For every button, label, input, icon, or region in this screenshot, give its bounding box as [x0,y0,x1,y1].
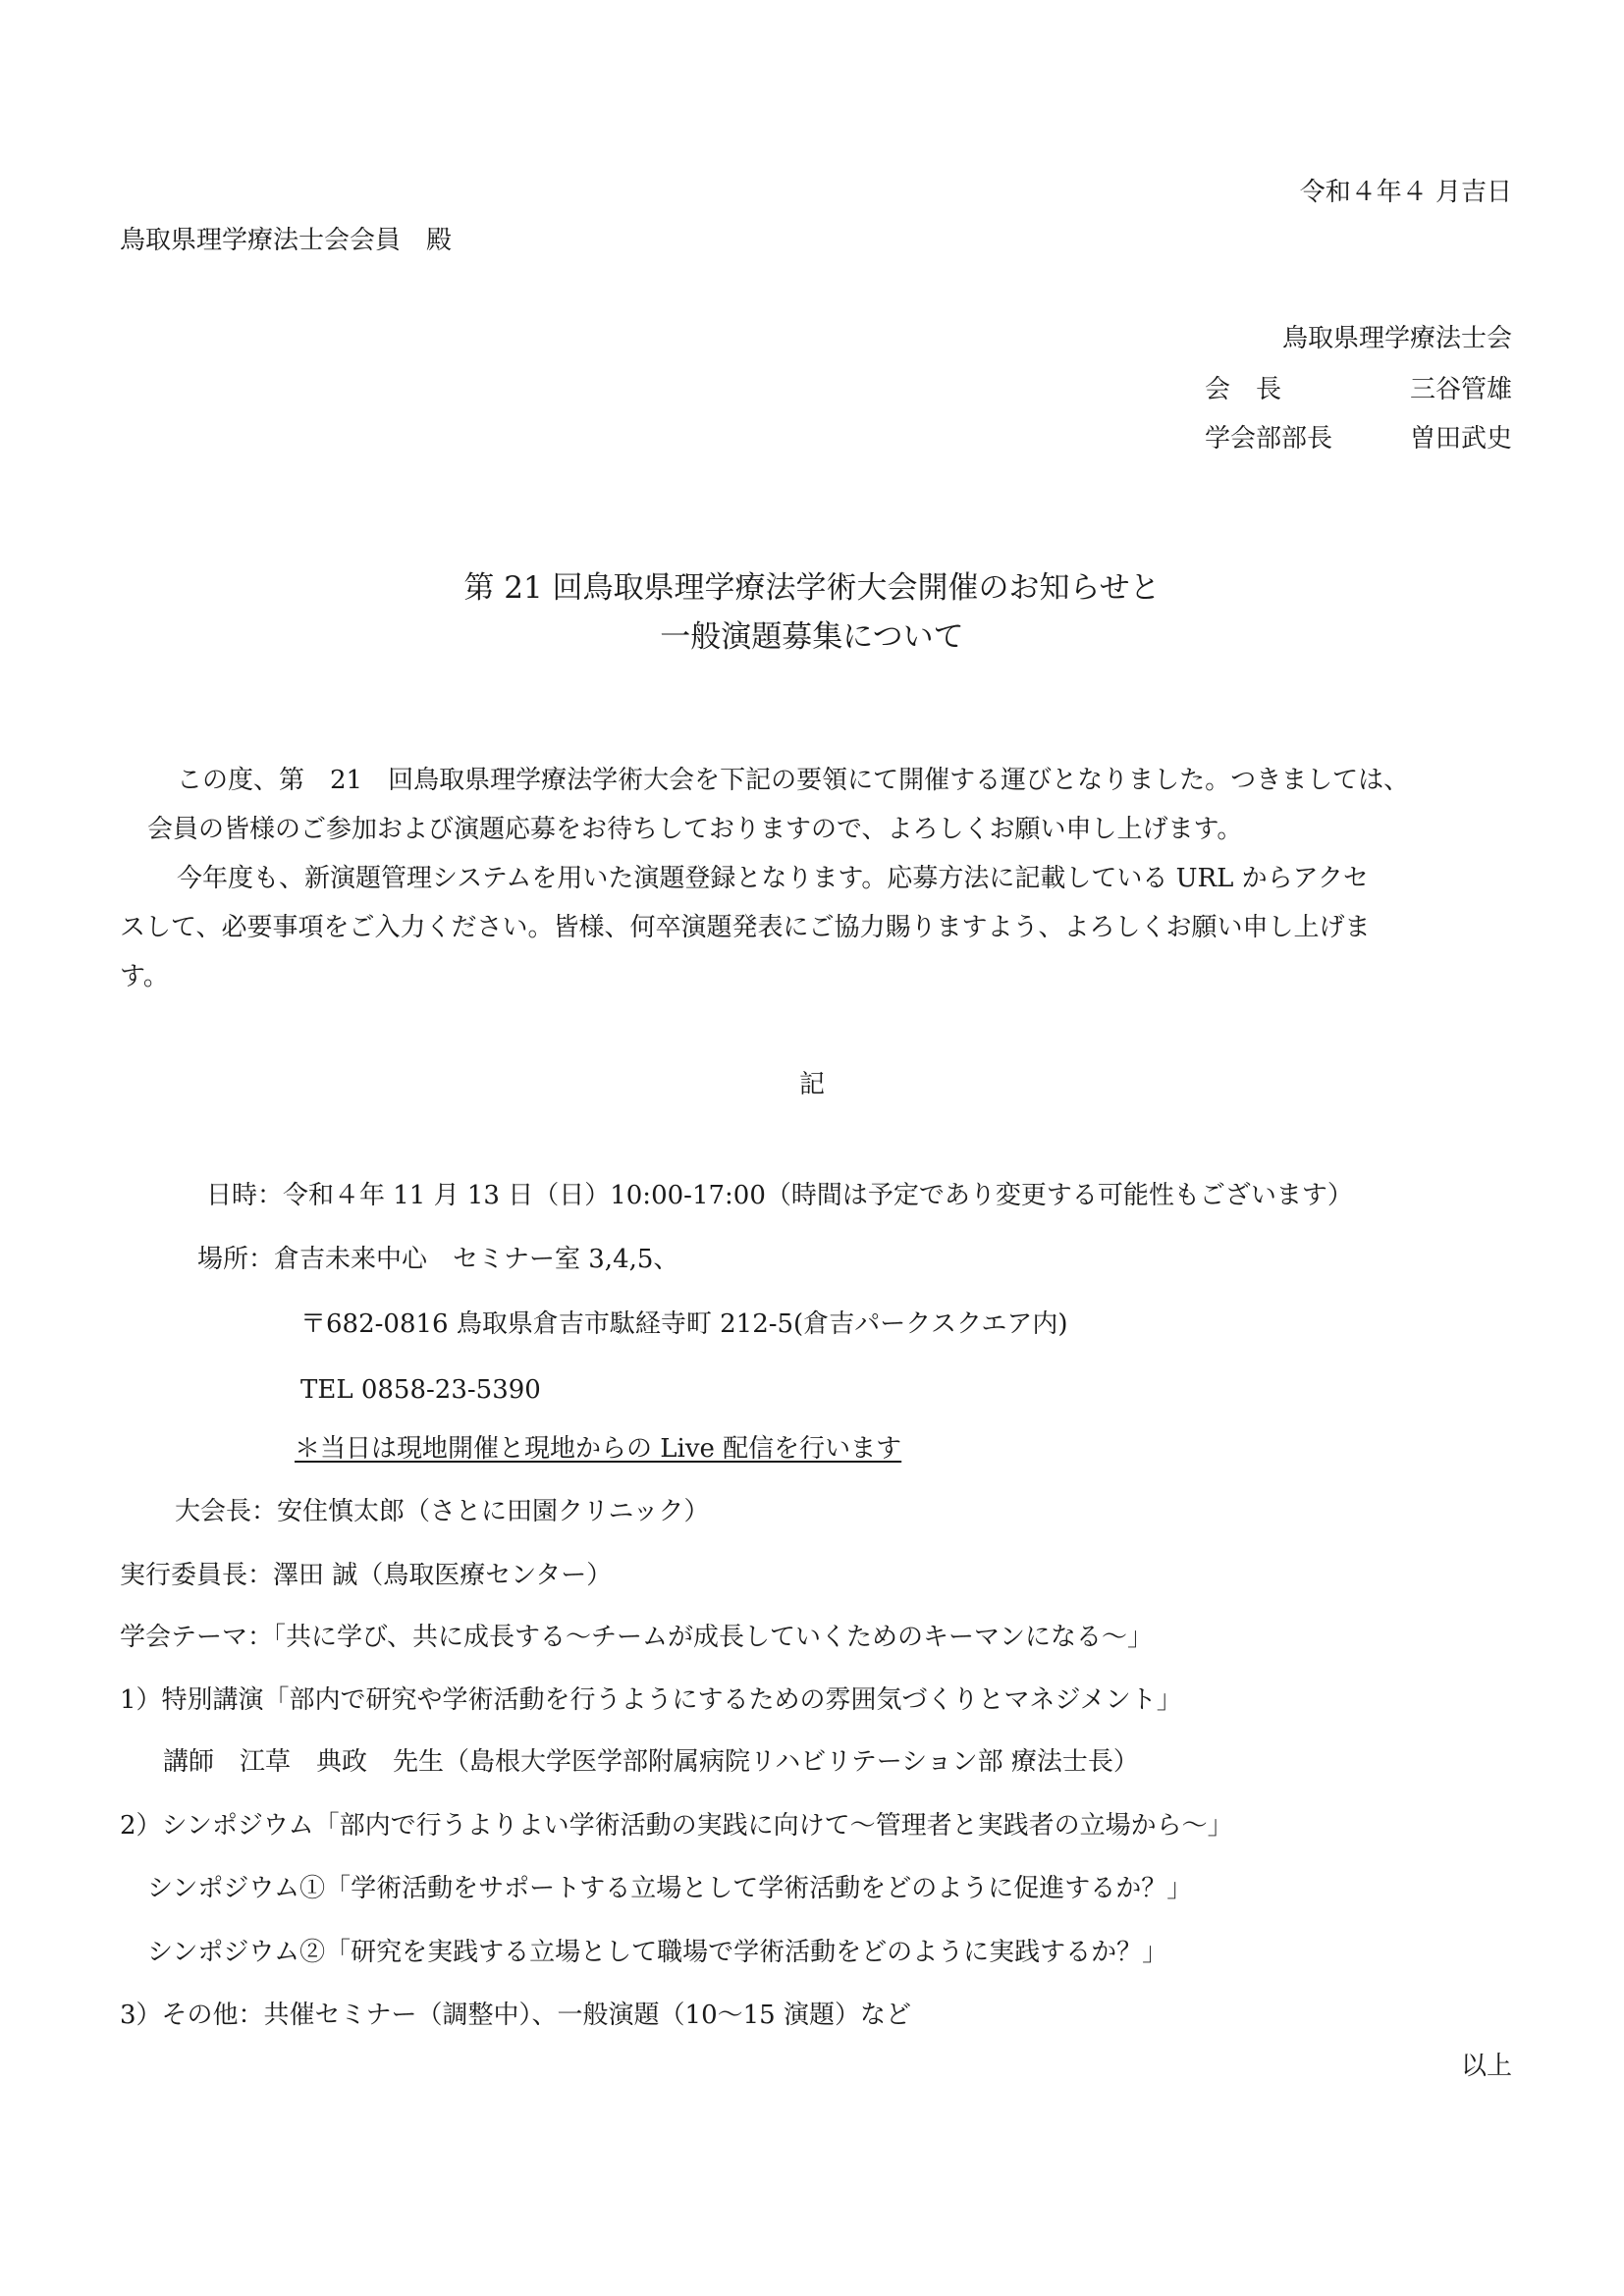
committee-chair: 実行委員長：澤田 誠（鳥取医療センター） [120,1561,613,1590]
registration-line1: 今年度も、新演題管理システムを用いた演題登録となります。応募方法に記載している URL からアクセ [177,864,1369,893]
venue-tel: TEL 0858-23-5390 [300,1375,541,1405]
addressee: 鳥取県理学療法士会会員 殿 [120,226,453,255]
sender-name-director: 曽田武史 [1409,424,1512,454]
sender-name-president: 三谷管雄 [1409,375,1512,404]
congress-theme: 学会テーマ：「共に学び、共に成長する～チームが成長していくためのキーマンになる～」 [120,1623,1153,1652]
event-datetime: 日時：令和４年 11 月 13 日（日）10:00-17:00（時間は予定であり変更する可能性もございます） [206,1181,1353,1210]
program-item-symposium: 2）シンポジウム「部内で行うよりよい学術活動の実践に向けて～管理者と実践者の立場から～」 [120,1811,1233,1841]
venue-address: 〒682-0816 鳥取県倉吉市駄経寺町 212-5(倉吉パークスクエア内) [300,1309,1068,1339]
symposium-part2: シンポジウム②「研究を実践する立場として職場で学術活動をどのように実践するか？」 [147,1938,1168,1967]
registration-line3: す。 [120,962,169,991]
program-item-special-lecture: 1）特別講演「部内で研究や学術活動を行うようにするための雰囲気づくりとマネジメント」 [120,1685,1182,1715]
intro-paragraph [120,756,1514,1001]
ki-heading: 記 [798,1070,825,1099]
live-streaming-note: ＊当日は現地開催と現地からの Live 配信を行います [295,1434,902,1464]
sender-role-director: 学会部部長 [1205,424,1333,454]
congress-president: 大会長：安住慎太郎（さとに田園クリニック） [175,1497,710,1526]
document-title-line1: 第 21 回鳥取県理学療法学術大会開催のお知らせと [463,570,1161,606]
intro-line2: 会員の皆様のご参加および演題応募をお待ちしておりますので、よろしくお願い申し上げます。 [147,815,1243,844]
registration-line2: スして、必要事項をご入力ください。皆様、何卒演題発表にご協力賜りますよう、よろしくお願い申し上げま [120,913,1371,942]
closing-ijo: 以上 [1460,2052,1512,2081]
sender-org: 鳥取県理学療法士会 [1281,324,1512,353]
document-title-line2: 一般演題募集について [660,619,964,655]
event-venue: 場所：倉吉未来中心 セミナー室 3,4,5、 [197,1245,679,1274]
symposium-part1: シンポジウム①「学術活動をサポートする立場として学術活動をどのように促進するか？」 [147,1874,1193,1903]
program-item-other: 3）その他：共催セミナー（調整中）、一般演題（10～15 演題）など [120,2001,911,2030]
special-lecture-speaker: 講師 江草 典政 先生（島根大学医学部附属病院リハビリテーション部 療法士長） [163,1747,1139,1777]
sender-role-president: 会 長 [1205,375,1282,404]
issue-date: 令和４年４ 月吉日 [1299,178,1512,207]
intro-line1: この度、第 21 回鳥取県理学療法学術大会を下記の要領にて開催する運びとなりました。つきましては、 [177,766,1410,795]
